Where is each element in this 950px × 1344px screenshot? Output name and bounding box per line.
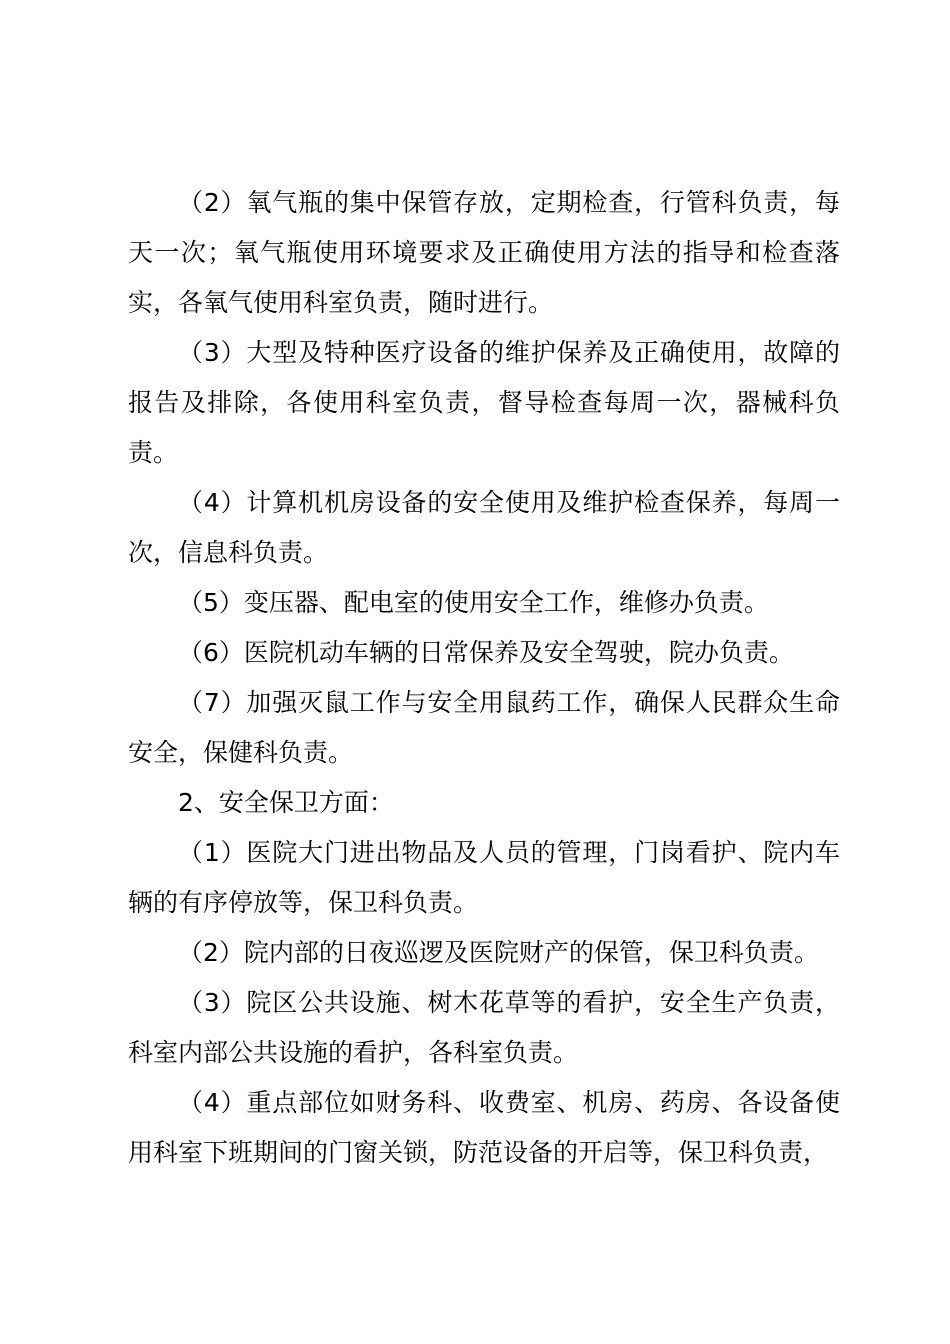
paragraph-public-facilities: （3）院区公共设施、树木花草等的看护，安全生产负责，科室内部公共设施的看护，各科室负责。 <box>128 988 840 1067</box>
document-body <box>128 178 840 1178</box>
section-heading-security: 2、安全保卫方面： <box>178 788 394 817</box>
paragraph-patrol-property: （2）院内部的日夜巡逻及医院财产的保管，保卫科负责。 <box>178 938 819 967</box>
paragraph-motor-vehicles: （6）医院机动车辆的日常保养及安全驾驶，院办负责。 <box>178 638 794 667</box>
paragraph-rodent-control: （7）加强灭鼠工作与安全用鼠药工作，确保人民群众生命安全，保健科负责。 <box>128 688 840 767</box>
paragraph-transformer-power-room: （5）变压器、配电室的使用安全工作，维修办负责。 <box>178 588 769 617</box>
paragraph-computer-room-equipment: （4）计算机机房设备的安全使用及维护检查保养，每周一次，信息科负责。 <box>128 488 840 567</box>
paragraph-key-locations: （4）重点部位如财务科、收费室、机房、药房、各设备使用科室下班期间的门窗关锁，防范设备的开启等，保卫科负责， <box>128 1088 840 1167</box>
paragraph-main-gate-management: （1）医院大门进出物品及人员的管理，门岗看护、院内车辆的有序停放等，保卫科负责。 <box>128 838 840 917</box>
paragraph-medical-equipment-maintenance: （3）大型及特种医疗设备的维护保养及正确使用，故障的报告及排除，各使用科室负责，督导检查每周一次，器械科负责。 <box>128 338 840 467</box>
paragraph-oxygen-cylinder-storage: （2）氧气瓶的集中保管存放，定期检查，行管科负责，每天一次；氧气瓶使用环境要求及正确使用方法的指导和检查落实，各氧气使用科室负责，随时进行。 <box>128 188 840 317</box>
